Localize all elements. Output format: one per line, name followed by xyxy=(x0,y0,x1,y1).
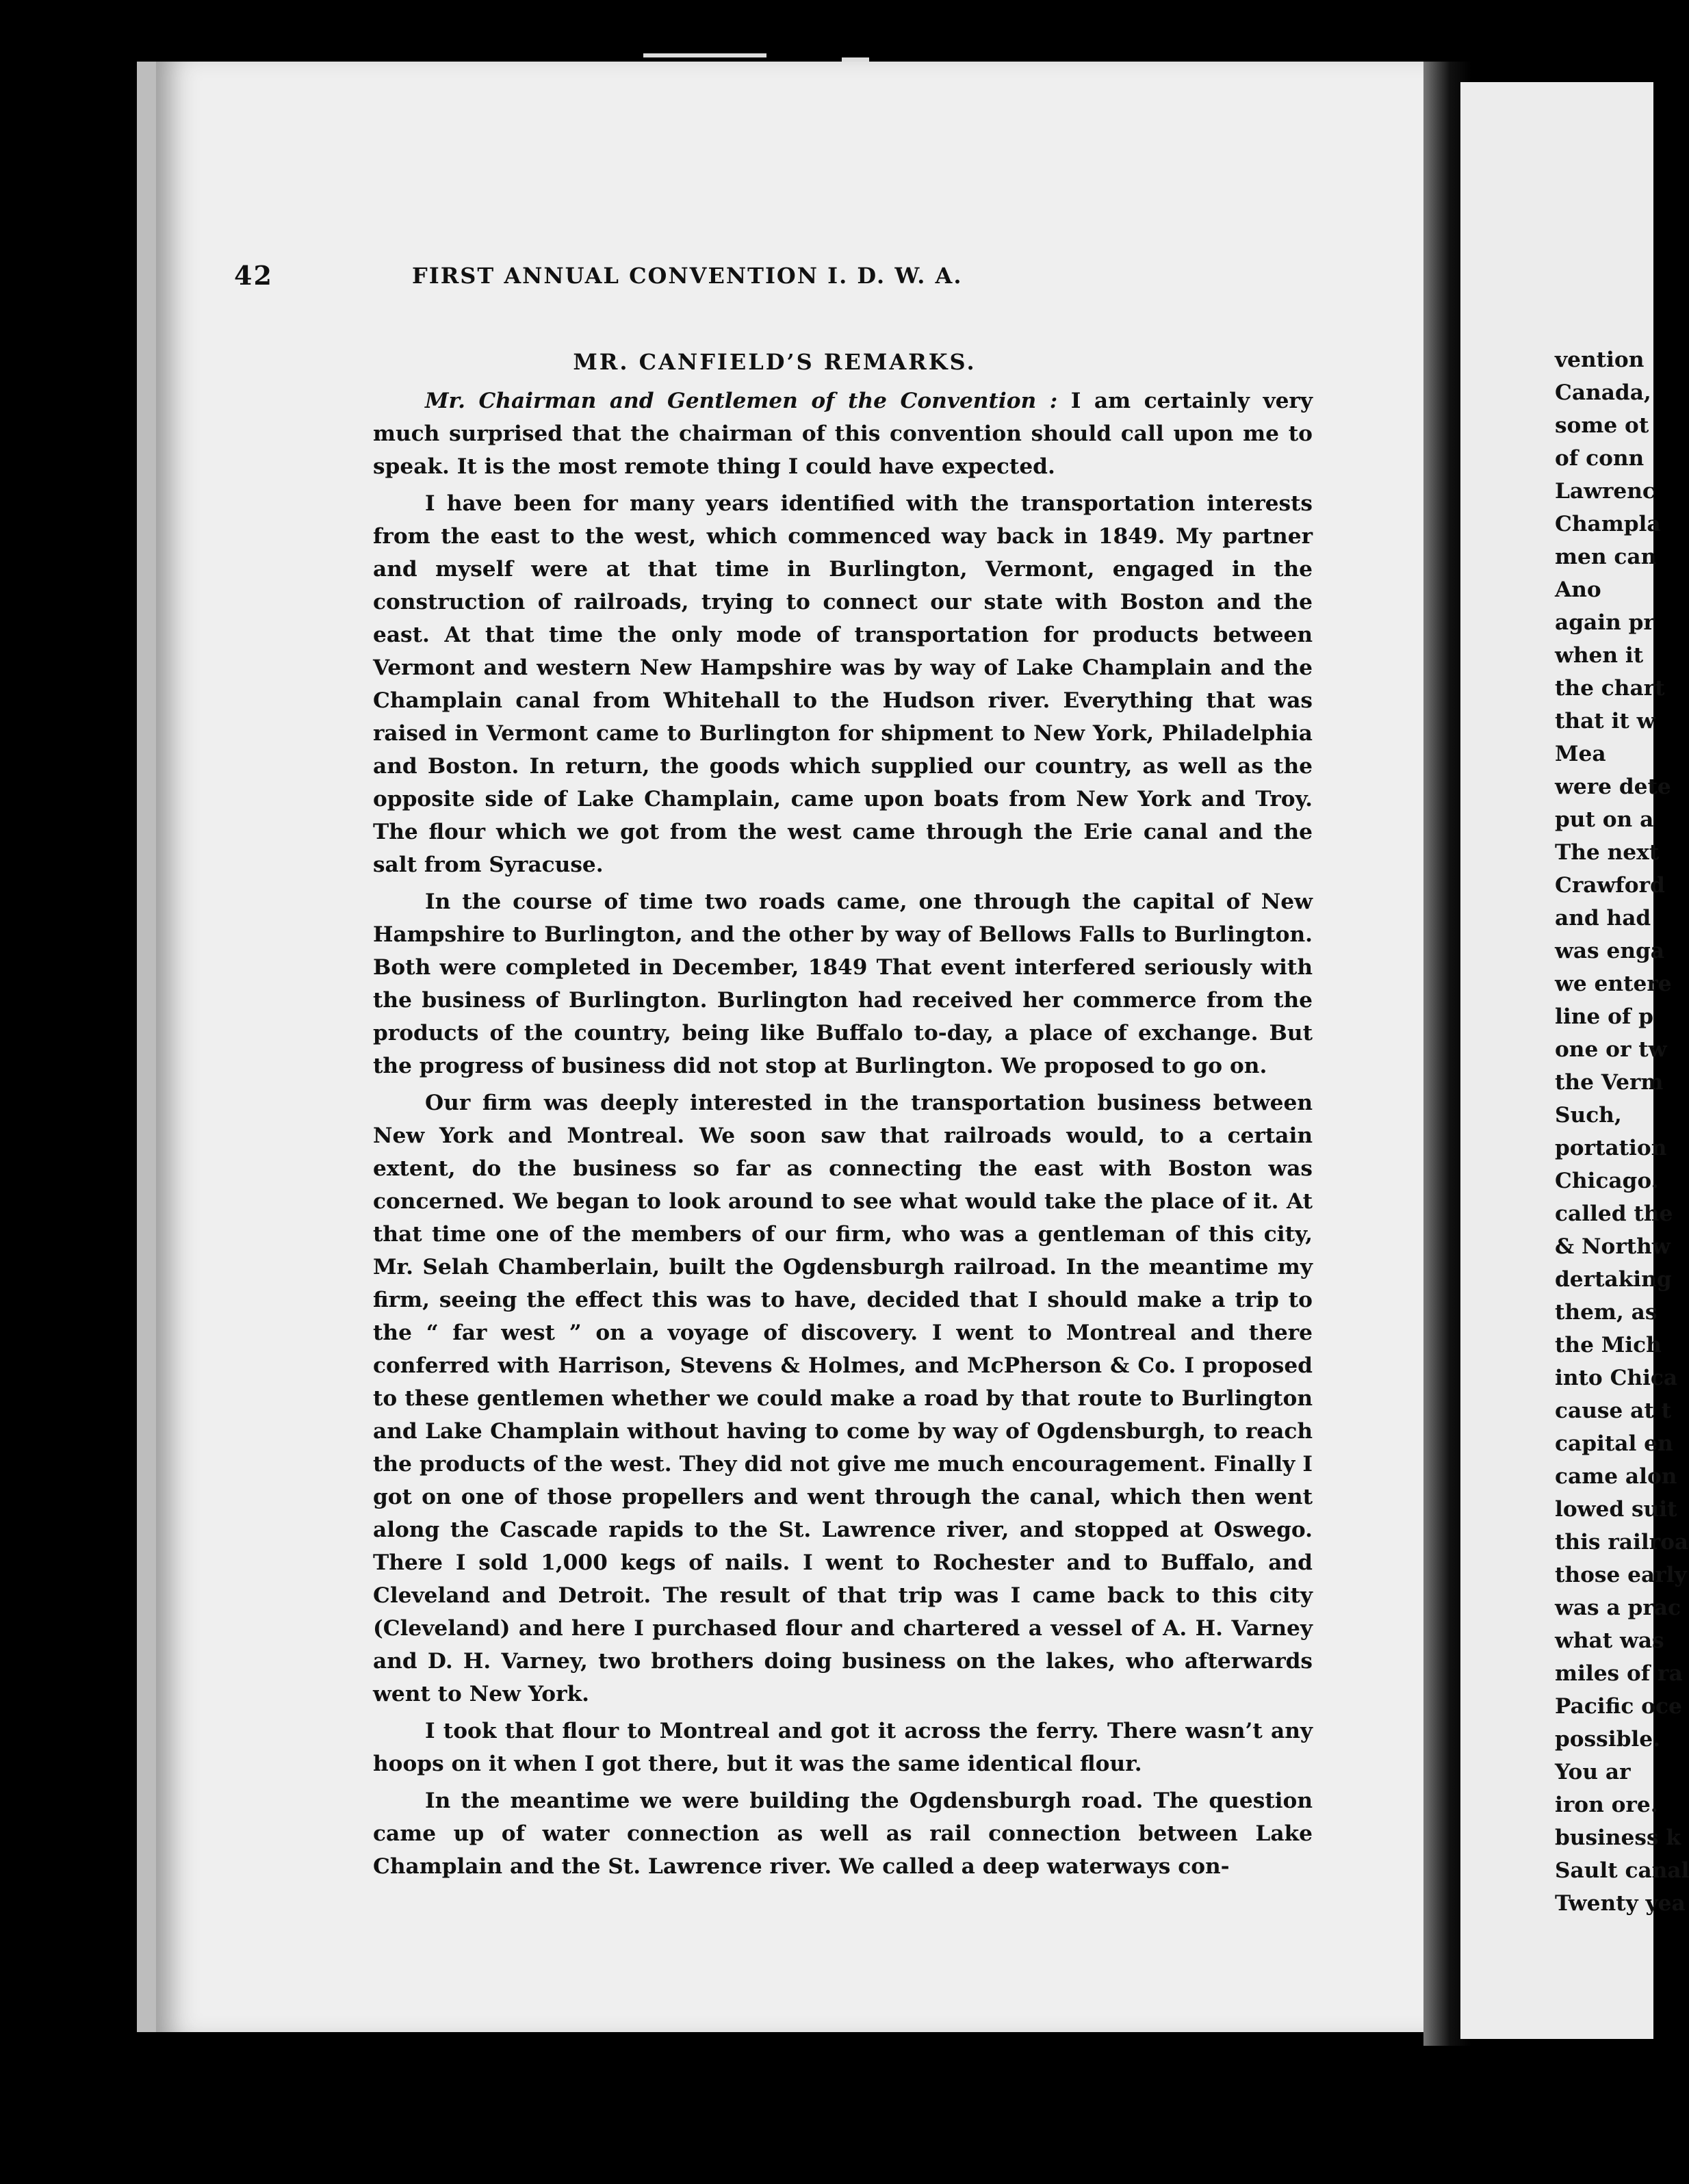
facing-page-line: line of p xyxy=(1555,1004,1653,1029)
facing-page-line: and had xyxy=(1555,906,1651,931)
facing-page-line: vention xyxy=(1555,348,1645,372)
facing-page-line: capital en xyxy=(1555,1431,1673,1456)
facing-page-line: the Verm xyxy=(1555,1070,1664,1095)
facing-page-line: The next xyxy=(1555,840,1660,865)
facing-page-line: possible. xyxy=(1555,1727,1660,1752)
facing-page-line: men can xyxy=(1555,545,1657,569)
facing-page-line: portation xyxy=(1555,1136,1667,1160)
facing-page-line: Crawford xyxy=(1555,873,1665,898)
salutation: Mr. Chairman and Gentlemen of the Convention : xyxy=(425,389,1058,413)
facing-page-line: Pacific oce xyxy=(1555,1694,1682,1719)
facing-page-line: the Mich xyxy=(1555,1333,1662,1357)
facing-page-line: Champla xyxy=(1555,512,1661,536)
scan-speck xyxy=(842,57,869,62)
facing-page-line: iron ore. xyxy=(1555,1793,1658,1817)
paragraph: In the course of time two roads came, one through the capital of New Hampshire to Burlington, and the other by way of Bellows Falls to Burlington. Both were completed in December, 1849 That event interfered seriously with the business of Burlington. Burlington had received her commerce from the products of the country, being like Buffalo to-day, a place of exchange. But the progress of business did not stop at Burlington. We proposed to go on. xyxy=(373,889,1313,1078)
facing-page-line: Chicago. xyxy=(1555,1169,1659,1193)
facing-page-line: business k xyxy=(1555,1825,1681,1850)
facing-page-line: Canada, xyxy=(1555,380,1651,405)
section-title: MR. CANFIELD’S REMARKS. xyxy=(573,349,977,375)
facing-page-line: those early xyxy=(1555,1563,1687,1587)
body-text xyxy=(373,385,1313,1887)
paragraph-text: I am certainly very much surprised that the chairman of this convention should call upon me to speak. It is the most remote thing I could have expected. xyxy=(373,389,1313,479)
facing-page-line: & Northw xyxy=(1555,1234,1671,1259)
facing-page-line: came alon xyxy=(1555,1464,1677,1489)
facing-page-line: the chart xyxy=(1555,676,1665,701)
paragraph xyxy=(373,385,1313,483)
facing-page-line: Sault canal xyxy=(1555,1858,1689,1883)
facing-page-line: them, as xyxy=(1555,1300,1658,1325)
running-head: FIRST ANNUAL CONVENTION I. D. W. A. xyxy=(412,263,963,289)
facing-page-line: this railroa xyxy=(1555,1530,1689,1555)
facing-page-line: Ano xyxy=(1555,577,1601,602)
facing-page-line: lowed suit xyxy=(1555,1497,1677,1522)
paragraph: In the meantime we were building the Ogdensburgh road. The question came up of water connection as well as rail connection between Lake Champlain and the St. Lawrence river. We called a deep waterways con- xyxy=(373,1789,1313,1879)
paragraph: I took that flour to Montreal and got it across the ferry. There wasn’t any hoops on it when I got there, but it was the same identical flour. xyxy=(373,1719,1313,1776)
facing-page-line: into Chica xyxy=(1555,1366,1678,1390)
facing-page-text xyxy=(1555,343,1689,1920)
paragraph: I have been for many years identified with the transportation interests from the east to the west, which commenced way back in 1849. My partner and myself were at that time in Burlington, Vermont, engaged in the construction of railroads, trying to connect our state with Boston and the east. At that time the only mode of transportation for products between Vermont and western New Hampshire was by way of Lake Champlain and the Champlain canal from Whitehall to the Hudson river. Everything that was raised in Vermont came to Burlington for shipment to New York, Philadelphia and Boston. In return, the goods which supplied our country, as well as the opposite side of Lake Champlain, came upon boats from New York and Troy. The flour which we got from the west came through the Erie canal and the salt from Syracuse. xyxy=(373,491,1313,877)
page-number: 42 xyxy=(234,260,273,291)
paragraph: Our firm was deeply interested in the transportation business between New York and Montreal. We soon saw that railroads would, to a certain extent, do the business so far as connecting the east with Boston was concerned. We began to look around to see what would take the place of it. At that time one of the members of our firm, who was a gentleman of this city, Mr. Selah Chamberlain, built the Ogdensburgh railroad. In the meantime my firm, seeing the effect this was to have, decided that I should make a trip to the “ far west ” on a voyage of discovery. I went to Montreal and there conferred with Harrison, Stevens & Holmes, and McPherson & Co. I proposed to these gentlemen whether we could make a road by that route to Burlington and Lake Champlain without having to come by way of Ogdensburgh, to reach the products of the west. They did not give me much encouragement. Finally I got on one of those propellers and went through the canal, which then went along the Cascade rapids to the St. Lawrence river, and stopped at Oswego. There I sold 1,000 kegs of nails. I went to Rochester and to Buffalo, and Cleveland and Detroit. The result of that trip was I came back to this city (Cleveland) and here I purchased flour and chartered a vessel of A. H. Varney and D. H. Varney, two brothers doing business on the lakes, who afterwards went to New York. xyxy=(373,1091,1313,1706)
facing-page-line: called the xyxy=(1555,1201,1673,1226)
facing-page-line: Lawrenc xyxy=(1555,479,1655,504)
scan-speck xyxy=(643,53,766,57)
facing-page-line: miles of ra xyxy=(1555,1661,1683,1686)
facing-page-line: was enga xyxy=(1555,939,1665,963)
facing-page-line: we entere xyxy=(1555,972,1672,996)
facing-page-line: what was xyxy=(1555,1628,1664,1653)
facing-page-line: of conn xyxy=(1555,446,1645,471)
facing-page-line: one or tw xyxy=(1555,1037,1667,1062)
facing-page-line: some ot xyxy=(1555,413,1649,438)
facing-page-line: cause at t xyxy=(1555,1399,1672,1423)
facing-page-line: that it w xyxy=(1555,709,1655,733)
facing-page-line: were dete xyxy=(1555,775,1671,799)
facing-page-line: put on a xyxy=(1555,807,1654,832)
facing-page-line: You ar xyxy=(1555,1760,1631,1784)
facing-page-line: Twenty yea xyxy=(1555,1891,1686,1916)
facing-page-line: when it xyxy=(1555,643,1644,668)
facing-page-line: dertaking xyxy=(1555,1267,1672,1292)
facing-page-line: was a prac xyxy=(1555,1596,1681,1620)
facing-page-line: Such, xyxy=(1555,1103,1622,1128)
facing-page-line: Mea xyxy=(1555,742,1606,766)
facing-page-line: again pr xyxy=(1555,610,1655,635)
